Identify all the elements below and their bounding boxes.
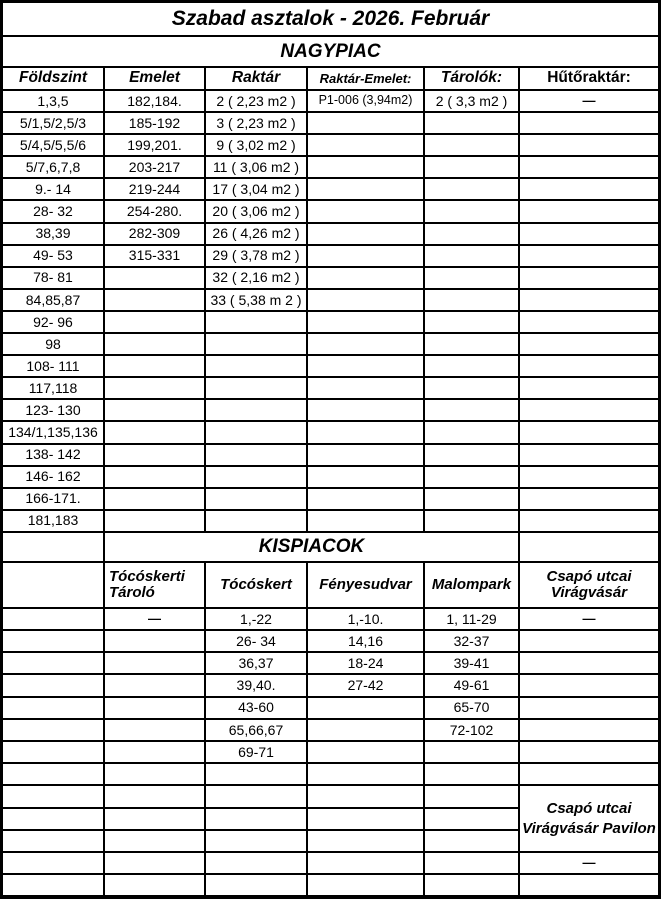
table-cell [308, 698, 423, 718]
column-header-tarolok: Tárolók: [425, 68, 518, 89]
cell-raktar-2: 3 ( 2,23 m2 ) [206, 113, 306, 133]
table-cell [206, 875, 306, 895]
column-header-malompark: Malompark [425, 563, 518, 607]
table-cell [308, 875, 423, 895]
cell-tocoskert-6: 65,66,67 [206, 720, 306, 740]
table-cell [425, 853, 518, 873]
table-cell [206, 422, 306, 442]
table-cell [520, 113, 658, 133]
column-header-fenyesudvar: Fényesudvar [308, 563, 423, 607]
table-cell [206, 853, 306, 873]
cell-foldszint-5: 9.- 14 [3, 179, 103, 199]
table-cell [206, 356, 306, 376]
cell-malompark-4: 49-61 [425, 675, 518, 695]
cell-foldszint-17: 138- 142 [3, 445, 103, 465]
table-cell [520, 533, 658, 561]
table-cell [308, 201, 423, 221]
table-cell [520, 400, 658, 420]
cell-fenyesudvar-3: 18-24 [308, 653, 423, 673]
table-cell [206, 334, 306, 354]
table-cell [520, 378, 658, 398]
cell-foldszint-3: 5/4,5/5,5/6 [3, 135, 103, 155]
pavilon-value-cell: — [520, 853, 658, 873]
cell-raktar-4: 11 ( 3,06 m2 ) [206, 157, 306, 177]
table-cell [425, 356, 518, 376]
table-cell [425, 179, 518, 199]
document-title: Szabad asztalok - 2026. Február [3, 3, 658, 35]
column-header-csapo-utcai-viragvasar: Csapó utcai Virágvásár [520, 563, 658, 607]
table-cell [3, 675, 103, 695]
table-cell [308, 764, 423, 784]
table-cell [425, 224, 518, 244]
table-cell [105, 334, 204, 354]
table-cell [308, 135, 423, 155]
table-cell [308, 113, 423, 133]
table-cell [520, 334, 658, 354]
column-header-foldszint: Földszint [3, 68, 103, 89]
cell-foldszint-19: 166-171. [3, 489, 103, 509]
table-cell [520, 268, 658, 288]
table-cell [425, 157, 518, 177]
table-cell [520, 675, 658, 695]
table-cell [425, 312, 518, 332]
cell-tocoskert-7: 69-71 [206, 742, 306, 762]
table-cell [105, 445, 204, 465]
cell-fenyesudvar-2: 14,16 [308, 631, 423, 651]
cell-foldszint-9: 78- 81 [3, 268, 103, 288]
table-cell [3, 875, 103, 895]
column-header-raktar-emelet: Raktár-Emelet: [308, 68, 423, 89]
table-cell [520, 489, 658, 509]
column-header-hutoraktar: Hűtőraktár: [520, 68, 658, 89]
table-cell [520, 720, 658, 740]
cell-raktar-10: 33 ( 5,38 m 2 ) [206, 290, 306, 310]
cell-fenyesudvar-4: 27-42 [308, 675, 423, 695]
column-header-tocoskerti-tarolo: Tócóskerti Tároló [105, 563, 204, 607]
cell-raktar-5: 17 ( 3,04 m2 ) [206, 179, 306, 199]
table-cell [308, 400, 423, 420]
table-cell [206, 511, 306, 531]
table-cell [206, 467, 306, 487]
table-cell [105, 356, 204, 376]
table-cell [105, 511, 204, 531]
table-cell [520, 201, 658, 221]
table-cell [425, 334, 518, 354]
table-cell [3, 609, 103, 629]
column-header-emelet: Emelet [105, 68, 204, 89]
table-cell [105, 698, 204, 718]
cell-fenyesudvar-1: 1,-10. [308, 609, 423, 629]
section-title-nagypiac: NAGYPIAC [3, 37, 658, 66]
table-cell [105, 653, 204, 673]
table-cell [520, 742, 658, 762]
table-cell [520, 290, 658, 310]
table-cell [3, 533, 103, 561]
table-cell [520, 246, 658, 266]
table-cell [520, 135, 658, 155]
table-cell [308, 224, 423, 244]
table-cell [308, 720, 423, 740]
table-cell [105, 720, 204, 740]
section-title-kispiacok: KISPIACOK [105, 533, 518, 561]
table-cell [425, 764, 518, 784]
table-cell [425, 809, 518, 829]
column-header-tocoskert: Tócóskert [206, 563, 306, 607]
table-cell [520, 875, 658, 895]
table-cell [425, 467, 518, 487]
table-cell [206, 400, 306, 420]
table-cell [308, 378, 423, 398]
cell-csapo_utcai_viragvasar-1: — [520, 609, 658, 629]
table-cell [425, 489, 518, 509]
cell-malompark-2: 32-37 [425, 631, 518, 651]
table-cell [308, 356, 423, 376]
cell-foldszint-13: 108- 111 [3, 356, 103, 376]
table-cell [206, 831, 306, 851]
cell-foldszint-20: 181,183 [3, 511, 103, 531]
table-cell [308, 290, 423, 310]
cell-emelet-4: 203-217 [105, 157, 204, 177]
cell-foldszint-6: 28- 32 [3, 201, 103, 221]
column-header-raktar: Raktár [206, 68, 306, 89]
cell-tarolok-1: 2 ( 3,3 m2 ) [425, 91, 518, 111]
table-cell [425, 135, 518, 155]
cell-hutoraktar-1: — [520, 91, 658, 111]
table-cell [308, 334, 423, 354]
table-cell [520, 356, 658, 376]
cell-emelet-1: 182,184. [105, 91, 204, 111]
table-cell [105, 764, 204, 784]
table-cell [425, 742, 518, 762]
cell-tocoskert-4: 39,40. [206, 675, 306, 695]
cell-tocoskert-2: 26- 34 [206, 631, 306, 651]
table-cell [3, 786, 103, 806]
cell-malompark-5: 65-70 [425, 698, 518, 718]
table-cell [425, 378, 518, 398]
table-cell [105, 875, 204, 895]
table-cell [308, 809, 423, 829]
table-cell [3, 631, 103, 651]
table-cell [425, 290, 518, 310]
table-cell [425, 201, 518, 221]
cell-foldszint-2: 5/1,5/2,5/3 [3, 113, 103, 133]
table-cell [520, 698, 658, 718]
table-cell [3, 742, 103, 762]
table-cell [3, 831, 103, 851]
table-cell [520, 631, 658, 651]
table-cell [425, 875, 518, 895]
cell-emelet-7: 282-309 [105, 224, 204, 244]
table-cell [308, 157, 423, 177]
table-cell [105, 786, 204, 806]
cell-malompark-3: 39-41 [425, 653, 518, 673]
cell-raktar-7: 26 ( 4,26 m2 ) [206, 224, 306, 244]
pavilon-label-cell: Csapó utcai Virágvásár Pavilon [520, 786, 658, 851]
table-cell [425, 113, 518, 133]
table-cell [425, 268, 518, 288]
cell-foldszint-1: 1,3,5 [3, 91, 103, 111]
table-cell [308, 246, 423, 266]
table-cell [105, 268, 204, 288]
table-cell [308, 742, 423, 762]
table-cell [105, 467, 204, 487]
table-cell [520, 157, 658, 177]
cell-malompark-1: 1, 11-29 [425, 609, 518, 629]
table-cell [206, 445, 306, 465]
table-cell [206, 489, 306, 509]
cell-raktar-6: 20 ( 3,06 m2 ) [206, 201, 306, 221]
table-cell [308, 467, 423, 487]
table-cell [308, 489, 423, 509]
table-cell [425, 400, 518, 420]
cell-tocoskert-1: 1,-22 [206, 609, 306, 629]
cell-foldszint-4: 5/7,6,7,8 [3, 157, 103, 177]
table-cell [308, 179, 423, 199]
table-cell [425, 511, 518, 531]
table-cell [105, 400, 204, 420]
table-cell [520, 653, 658, 673]
table-cell [308, 268, 423, 288]
table-cell [105, 378, 204, 398]
table-cell [105, 742, 204, 762]
table-cell [425, 445, 518, 465]
table-cell [206, 786, 306, 806]
table-cell [425, 831, 518, 851]
table-cell [206, 378, 306, 398]
table-cell [308, 422, 423, 442]
table-cell [520, 764, 658, 784]
table-cell [3, 653, 103, 673]
table-cell [308, 511, 423, 531]
cell-foldszint-15: 123- 130 [3, 400, 103, 420]
cell-raktar-9: 32 ( 2,16 m2 ) [206, 268, 306, 288]
table-cell [3, 809, 103, 829]
table-cell [520, 224, 658, 244]
table-cell [520, 467, 658, 487]
cell-foldszint-14: 117,118 [3, 378, 103, 398]
cell-raktar-3: 9 ( 3,02 m2 ) [206, 135, 306, 155]
table-cell [425, 422, 518, 442]
table-cell [3, 563, 103, 607]
table-cell [308, 831, 423, 851]
table-cell [520, 422, 658, 442]
cell-emelet-3: 199,201. [105, 135, 204, 155]
table-cell [3, 720, 103, 740]
table-cell [520, 312, 658, 332]
cell-foldszint-12: 98 [3, 334, 103, 354]
table-cell [105, 422, 204, 442]
table-cell [105, 675, 204, 695]
cell-foldszint-11: 92- 96 [3, 312, 103, 332]
cell-tocoskert-5: 43-60 [206, 698, 306, 718]
cell-tocoskert-3: 36,37 [206, 653, 306, 673]
table-cell [3, 698, 103, 718]
table-cell [520, 445, 658, 465]
table-cell [520, 511, 658, 531]
table-cell [308, 445, 423, 465]
table-cell [105, 631, 204, 651]
table-cell [206, 312, 306, 332]
table-cell [105, 489, 204, 509]
cell-malompark-6: 72-102 [425, 720, 518, 740]
table-cell [105, 312, 204, 332]
table-cell [308, 786, 423, 806]
cell-foldszint-16: 134/1,135,136 [3, 422, 103, 442]
cell-foldszint-8: 49- 53 [3, 246, 103, 266]
table-cell [308, 312, 423, 332]
table-cell [105, 290, 204, 310]
table-cell [105, 831, 204, 851]
cell-tocoskerti_tarolo-1: — [105, 609, 204, 629]
cell-emelet-5: 219-244 [105, 179, 204, 199]
table-cell [105, 809, 204, 829]
cell-raktar-1: 2 ( 2,23 m2 ) [206, 91, 306, 111]
cell-foldszint-7: 38,39 [3, 224, 103, 244]
table-cell [520, 179, 658, 199]
cell-raktar_emelet-1: P1-006 (3,94m2) [308, 91, 423, 111]
cell-emelet-8: 315-331 [105, 246, 204, 266]
cell-foldszint-18: 146- 162 [3, 467, 103, 487]
cell-raktar-8: 29 ( 3,78 m2 ) [206, 246, 306, 266]
cell-emelet-6: 254-280. [105, 201, 204, 221]
table-cell [206, 764, 306, 784]
cell-foldszint-10: 84,85,87 [3, 290, 103, 310]
table-cell [3, 853, 103, 873]
table-cell [105, 853, 204, 873]
table-cell [425, 786, 518, 806]
table-cell [425, 246, 518, 266]
table-cell [308, 853, 423, 873]
table-cell [3, 764, 103, 784]
table-cell [206, 809, 306, 829]
cell-emelet-2: 185-192 [105, 113, 204, 133]
